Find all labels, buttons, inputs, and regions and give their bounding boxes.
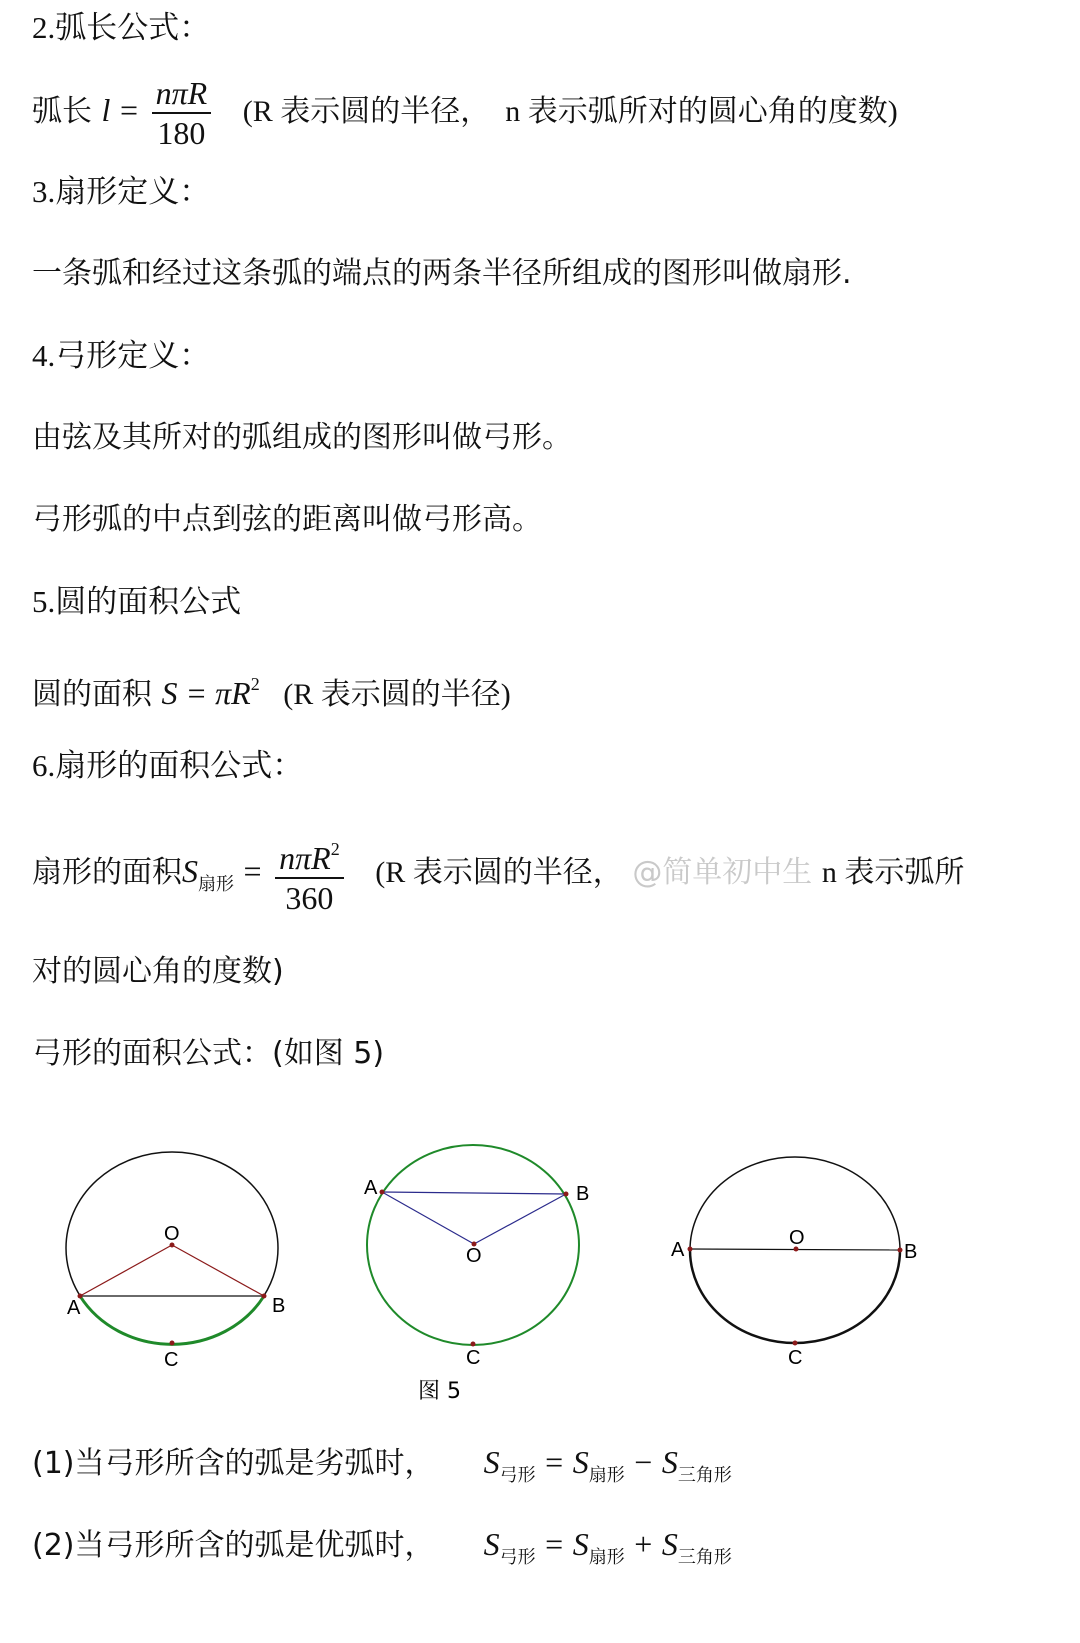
equals-sign: = — [119, 92, 139, 128]
arc-length-var: l — [101, 92, 111, 128]
figure-semicircle — [671, 1157, 917, 1369]
s-symbol: S — [572, 1526, 589, 1562]
label-o-1: O — [164, 1223, 180, 1245]
point-b-2 — [564, 1192, 569, 1197]
semicircle-arc-3 — [690, 1250, 900, 1343]
sub-segment: 弓形 — [499, 1547, 536, 1568]
circle-area-heading: 5.圆的面积公式 — [32, 584, 242, 619]
s-symbol: S — [572, 1444, 589, 1480]
radius-ob-1 — [172, 1245, 264, 1296]
sub-sector: 扇形 — [588, 1465, 625, 1486]
circle-area-formula-line — [32, 664, 511, 715]
equals-sign: = — [243, 853, 262, 889]
label-c-2: C — [466, 1347, 481, 1369]
label-o-2: O — [466, 1245, 482, 1267]
arc-length-numerator: nπR — [152, 74, 212, 114]
sub-sector: 扇形 — [588, 1547, 625, 1568]
sector-area-fraction — [275, 830, 344, 917]
arc-length-heading: 2.弧长公式： — [32, 10, 211, 45]
sector-area-subscript: 扇形 — [198, 874, 234, 895]
point-b-3 — [898, 1248, 903, 1253]
s-symbol: S — [483, 1444, 500, 1480]
arc-length-denominator: 180 — [157, 114, 206, 151]
sector-area-denominator: 360 — [285, 880, 334, 916]
arc-length-note: (R 表示圆的半径， n 表示弧所对的圆心角的度数) — [242, 95, 898, 128]
circle-area-exponent: 2 — [250, 674, 260, 694]
sub-segment: 弓形 — [499, 1465, 536, 1486]
segment-definition-heading: 4.弓形定义： — [32, 338, 211, 373]
sector-area-label: 扇形的面积 — [32, 855, 182, 890]
sector-definition: 一条弧和经过这条弧的端点的两条半径所组成的图形叫做扇形. — [32, 256, 852, 291]
figure-major-arc — [364, 1145, 589, 1369]
s-symbol: S — [661, 1444, 678, 1480]
label-c-3: C — [788, 1347, 803, 1369]
sector-definition-heading: 3.扇形定义： — [32, 174, 211, 209]
radius-ob-2 — [474, 1194, 566, 1244]
circle-area-formula: S = πR — [161, 675, 251, 711]
circle-area-label: 圆的面积 — [32, 677, 152, 712]
arc-length-label: 弧长 — [32, 94, 92, 129]
label-o-3: O — [789, 1227, 805, 1249]
point-a-2 — [380, 1190, 385, 1195]
circle-area-note: (R 表示圆的半径) — [283, 678, 511, 711]
segment-area-heading: 弓形的面积公式：(如图 5) — [32, 1036, 385, 1071]
segment-definition: 由弦及其所对的弧组成的图形叫做弓形。 — [32, 420, 572, 455]
sector-area-note-cont: n 表示弧所 — [821, 856, 965, 889]
sector-area-note-wrap: 对的圆心角的度数) — [32, 954, 284, 989]
label-a-1: A — [67, 1297, 81, 1319]
radius-oa-2 — [382, 1192, 474, 1244]
figure-5 — [0, 1120, 1080, 1420]
minus-sign: − — [634, 1444, 653, 1480]
arc-length-formula — [32, 70, 898, 152]
equals-sign: = — [545, 1526, 564, 1562]
point-c-3 — [793, 1341, 798, 1346]
label-a-3: A — [671, 1239, 685, 1261]
case-minor-arc — [32, 1438, 732, 1500]
minor-arc-1 — [80, 1296, 264, 1344]
sector-area-formula-line — [32, 826, 964, 930]
watermark: @简单初中生 — [632, 855, 813, 890]
radius-oa-1 — [80, 1245, 172, 1296]
label-b-3: B — [904, 1241, 918, 1263]
equals-sign: = — [545, 1444, 564, 1480]
label-b-2: B — [576, 1183, 590, 1205]
point-a-3 — [688, 1247, 693, 1252]
plus-sign: + — [634, 1526, 653, 1562]
s-symbol: S — [661, 1526, 678, 1562]
figure-minor-arc — [66, 1152, 285, 1371]
case-2-text: (2)当弓形所含的弧是优弧时， — [32, 1528, 435, 1563]
label-c-1: C — [164, 1349, 179, 1371]
point-c-2 — [471, 1342, 476, 1347]
arc-length-fraction — [152, 74, 212, 152]
sub-triangle: 三角形 — [677, 1465, 732, 1486]
chord-2 — [382, 1192, 566, 1194]
point-b-1 — [262, 1294, 267, 1299]
sector-area-note: (R 表示圆的半径， — [375, 856, 623, 889]
case-major-arc — [32, 1520, 732, 1582]
sector-area-heading: 6.扇形的面积公式： — [32, 748, 304, 783]
segment-height-definition: 弓形弧的中点到弦的距离叫做弓形高。 — [32, 502, 542, 537]
figure-caption: 图 5 — [418, 1379, 461, 1404]
sector-area-numerator: nπR$^2$ — [275, 830, 344, 879]
label-b-1: B — [272, 1295, 286, 1317]
point-c-1 — [170, 1341, 175, 1346]
case-1-text: (1)当弓形所含的弧是劣弧时， — [32, 1446, 435, 1481]
s-symbol: S — [483, 1526, 500, 1562]
label-a-2: A — [364, 1177, 378, 1199]
sector-area-S: S — [182, 853, 198, 889]
sub-triangle: 三角形 — [677, 1547, 732, 1568]
